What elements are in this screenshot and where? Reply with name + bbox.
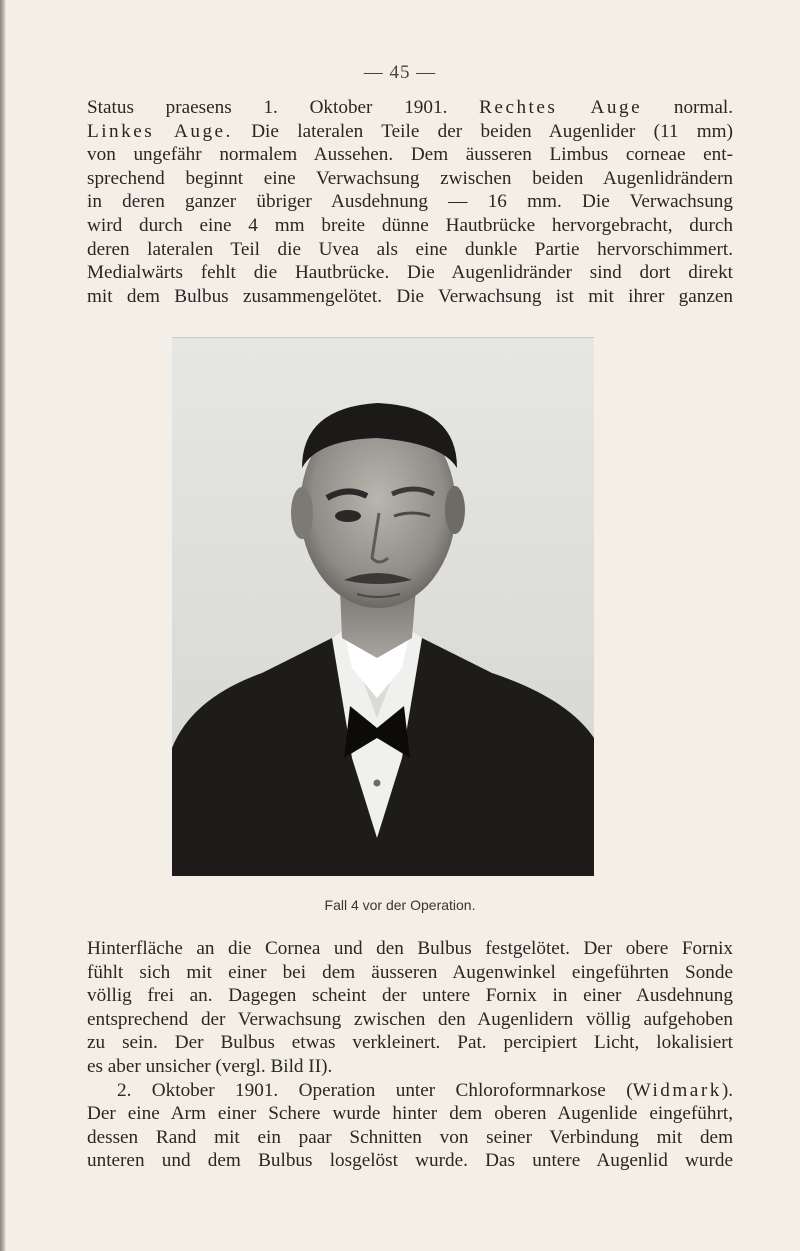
page-binding-shadow xyxy=(0,0,6,1251)
text-line: entsprechend der Verwachsung zwischen den Augenlidern völlig aufgehoben xyxy=(87,1008,733,1030)
paragraph-continuation xyxy=(87,937,733,1173)
text-line: Hinterfläche an die Cornea und den Bulbus festgelötet. Der obere Fornix xyxy=(87,938,733,959)
text-line: Linkes Auge. Die lateralen Teile der beiden Augenlider (11 mm) xyxy=(87,120,734,142)
text-line: wird durch eine 4 mm breite dünne Hautbrücke hervorgebracht, durch xyxy=(87,214,733,236)
patient-portrait-photo xyxy=(172,337,594,876)
page-number: — 45 — xyxy=(363,62,437,83)
text-line: fühlt sich mit einer bei dem äusseren Augenwinkel eingeführten Sonde xyxy=(87,961,733,983)
text-line: dessen Rand mit ein paar Schnitten von seiner Verbindung mit dem xyxy=(87,1126,733,1148)
text-line: sprechend beginnt eine Verwachsung zwischen beiden Augenlidrändern xyxy=(87,167,733,189)
text-line: von ungefähr normalem Aussehen. Dem äusseren Limbus corneae ent- xyxy=(87,144,733,166)
text-line: unteren und dem Bulbus losgelöst wurde. Das untere Augenlid wurde xyxy=(87,1150,733,1172)
text-line: in deren ganzer übriger Ausdehnung — 16 mm. Die Verwachsung xyxy=(87,191,733,213)
text-line: 2. Oktober 1901. Operation unter Chloroformnarkose (Widmark). xyxy=(117,1079,733,1101)
text-line: zu sein. Der Bulbus etwas verkleinert. Pat. percipiert Licht, lokalisiert xyxy=(87,1032,733,1054)
text-line: Status praesens 1. Oktober 1901. Rechtes Auge normal. xyxy=(87,97,734,118)
paragraph-status-praesens xyxy=(87,96,733,308)
text-line: völlig frei an. Dagegen scheint der untere Fornix in einer Ausdehnung xyxy=(87,985,733,1007)
text-line: deren lateralen Teil die Uvea als eine dunkle Partie hervorschimmert. xyxy=(87,238,733,260)
text-line: Der eine Arm einer Schere wurde hinter dem oberen Augenlide eingeführt, xyxy=(87,1103,733,1125)
text-line: mit dem Bulbus zusammengelötet. Die Verwachsung ist mit ihrer ganzen xyxy=(87,285,733,307)
text-line: es aber unsicher (vergl. Bild II). xyxy=(87,1055,333,1077)
text-line: Medialwärts fehlt die Hautbrücke. Die Augenlidränder sind dort direkt xyxy=(87,262,733,284)
figure-caption: Fall 4 vor der Operation. xyxy=(324,897,476,913)
